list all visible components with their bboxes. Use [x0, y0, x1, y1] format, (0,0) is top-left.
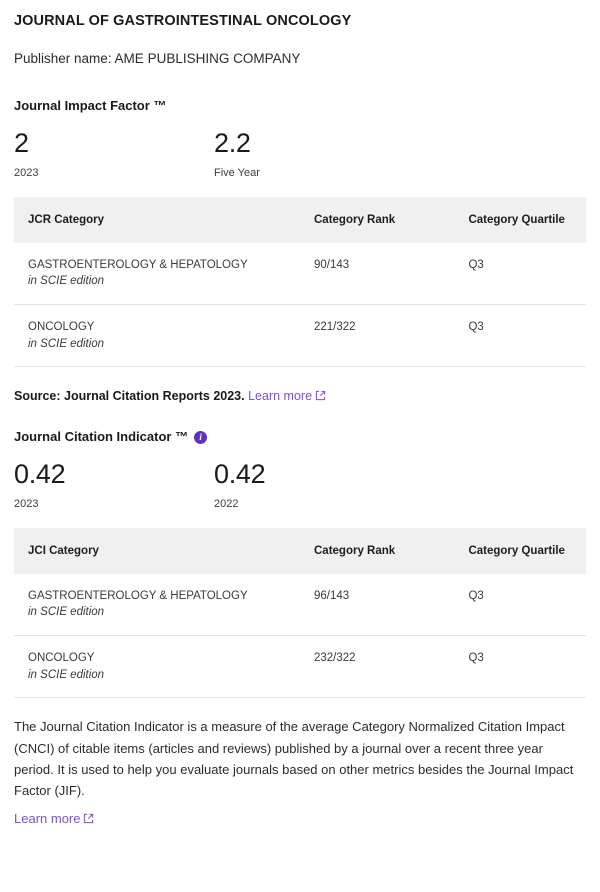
citation-indicator-description: The Journal Citation Indicator is a measure of the average Category Normalized Citation Impact (CNCI) of citable items (articles and reviews) published by a journal over a recent three year period. It is used to help you evaluate journals based on other metrics besides the Journal Impact Factor (JIF).: [14, 719, 574, 798]
jci-cell-rank: 232/322: [300, 636, 454, 698]
jci-cell-category: [14, 574, 300, 636]
jci-cell-quartile: Q3: [454, 574, 586, 636]
jcr-category-table: [14, 197, 586, 368]
jci-header-category: JCI Category: [14, 528, 300, 574]
impact-factor-five-year-value: 2.2: [214, 127, 251, 158]
table-row: [14, 304, 586, 366]
citation-indicator-metrics: [14, 460, 586, 510]
citation-indicator-current-value: 0.42: [14, 459, 66, 490]
jci-category-name: ONCOLOGY: [28, 652, 95, 665]
citation-indicator-current: [14, 460, 214, 510]
jcr-cell-rank: 90/143: [300, 243, 454, 305]
jcr-category-edition: in SCIE edition: [28, 275, 105, 288]
impact-factor-metrics: [14, 129, 586, 179]
jcr-cell-quartile: Q3: [454, 243, 586, 305]
table-row: [14, 243, 586, 305]
jcr-learn-more-link[interactable]: [248, 389, 326, 403]
jci-category-edition: in SCIE edition: [28, 668, 105, 681]
jci-table-header: [14, 528, 586, 574]
jcr-cell-category: [14, 304, 300, 366]
jci-learn-more-label: Learn more: [14, 810, 81, 826]
citation-indicator-current-label: 2023: [14, 497, 39, 510]
jci-header-rank: Category Rank: [300, 528, 454, 574]
jci-learn-more-link[interactable]: [14, 811, 94, 826]
jcr-header-row: [14, 197, 586, 243]
citation-indicator-previous: [214, 460, 414, 510]
jcr-source-text: Source: Journal Citation Reports 2023.: [14, 389, 245, 404]
table-row: [14, 636, 586, 698]
citation-indicator-heading-label: Journal Citation Indicator ™: [14, 429, 189, 445]
impact-factor-heading: [14, 98, 586, 115]
jci-header-row: [14, 528, 586, 574]
jcr-category-name: GASTROENTEROLOGY & HEPATOLOGY: [28, 258, 248, 271]
jcr-header-category: JCR Category: [14, 197, 300, 243]
jci-cell-category: [14, 636, 300, 698]
impact-factor-five-year: [214, 129, 414, 179]
impact-factor-current-label: 2023: [14, 166, 39, 179]
jcr-header-quartile: Category Quartile: [454, 197, 586, 243]
citation-indicator-previous-label: 2022: [214, 497, 239, 510]
table-row: [14, 574, 586, 636]
jcr-category-edition: in SCIE edition: [28, 337, 105, 350]
citation-indicator-heading: [14, 429, 586, 446]
page-title: JOURNAL OF GASTROINTESTINAL ONCOLOGY: [14, 13, 352, 29]
jci-table-body: [14, 574, 586, 698]
jcr-cell-category: [14, 243, 300, 305]
jci-cell-quartile: Q3: [454, 636, 586, 698]
jcr-header-rank: Category Rank: [300, 197, 454, 243]
jci-header-quartile: Category Quartile: [454, 528, 586, 574]
jcr-source-line: [14, 389, 586, 403]
impact-factor-five-year-label: Five Year: [214, 166, 260, 179]
jcr-cell-rank: 221/322: [300, 304, 454, 366]
jci-category-edition: in SCIE edition: [28, 606, 105, 619]
jcr-category-name: ONCOLOGY: [28, 320, 95, 333]
jcr-table-header: [14, 197, 586, 243]
external-link-icon: [83, 812, 94, 823]
info-icon[interactable]: i: [194, 431, 207, 444]
publisher-name: Publisher name: AME PUBLISHING COMPANY: [14, 51, 301, 67]
impact-factor-heading-label: Journal Impact Factor ™: [14, 97, 167, 113]
jci-category-name: GASTROENTEROLOGY & HEPATOLOGY: [28, 589, 248, 602]
jcr-learn-more-label: Learn more: [248, 389, 313, 404]
jcr-table-body: [14, 243, 586, 367]
jci-category-table: [14, 528, 586, 699]
citation-indicator-learn-more: [14, 811, 586, 826]
impact-factor-current-value: 2: [14, 127, 29, 158]
jci-cell-rank: 96/143: [300, 574, 454, 636]
jcr-cell-quartile: Q3: [454, 304, 586, 366]
external-link-icon: [315, 390, 326, 401]
citation-indicator-previous-value: 0.42: [214, 459, 266, 490]
impact-factor-current: [14, 129, 214, 179]
